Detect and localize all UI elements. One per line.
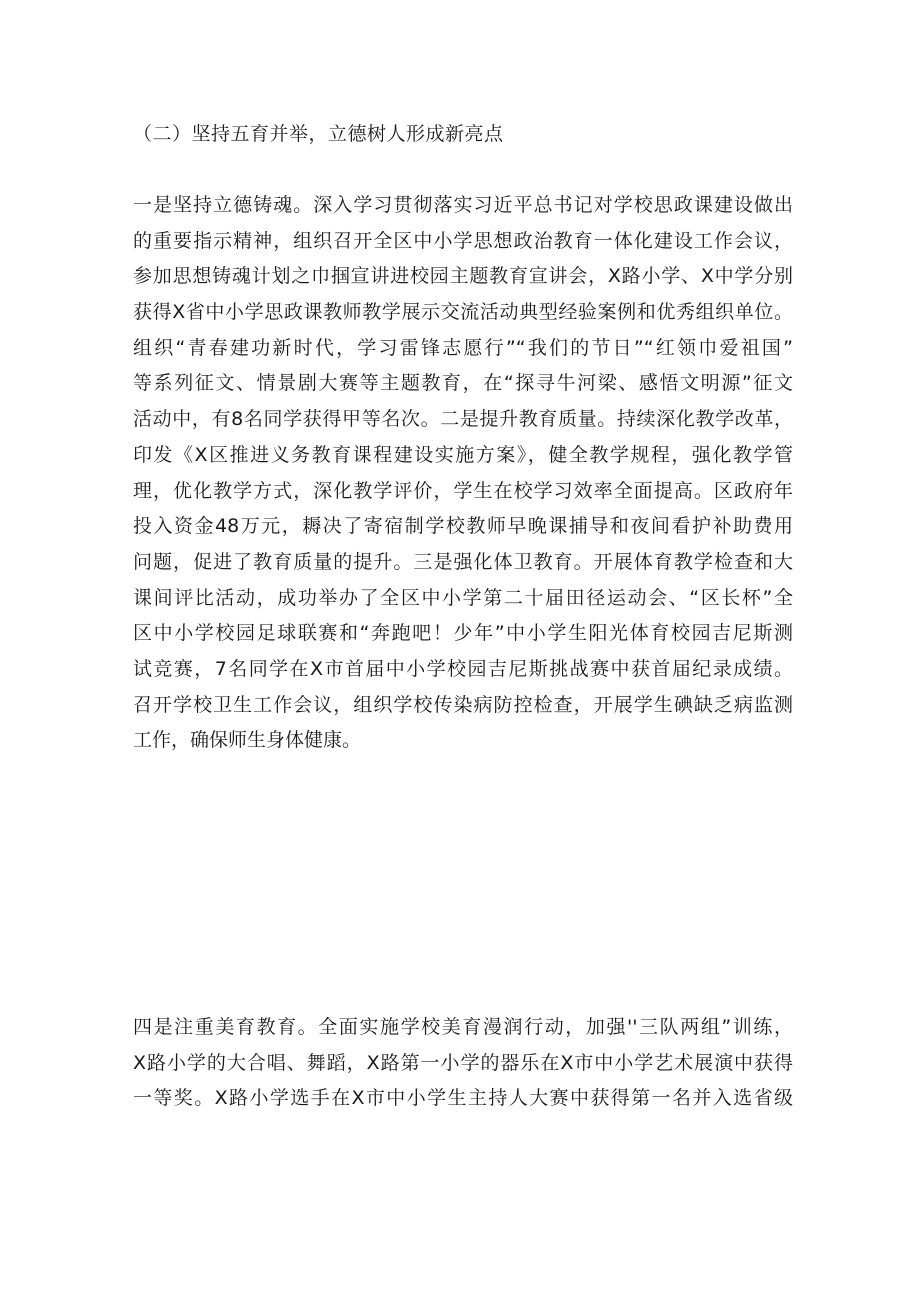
text-line: X路小学的大合唱、舞蹈，X路第一小学的器乐在X市中小学艺术展演中获得 [133,1051,793,1074]
text-line: 获得X省中小学思政课教师教学展示交流活动典型经验案例和优秀组织单位。 [133,301,793,324]
text-line: 四是注重美育教育。全面实施学校美育漫润行动，加强''三队两组”训练， [133,1016,793,1038]
paragraph-2 [133,1010,793,1117]
text-line: 投入资金48万元，耨决了寄宿制学校教师早晚课捕导和夜间看护补助费用 [133,515,793,538]
text-line: 参加思想铸魂计划之巾掴宣讲进校园主题教育宣讲会，X路小学、X中学分别 [133,265,793,288]
text-line: 问题，促进了教育质量的提升。三是强化体卫教育。开展体育教学检查和大 [133,550,793,573]
text-line: 组织“青春建功新时代，学习雷锋志愿行”“我们的节日”“红领巾爱祖国” [133,336,793,359]
text-line: 课间评比活动，成功举办了全区中小学第二十届田径运动会、“区长杯”全 [133,586,793,609]
text-line: 活动中，有8名同学获得甲等名次。二是提升教育质量。持续深化教学改革， [133,408,793,431]
text-line: 试竞赛，7名同学在X市首届中小学校园吉尼斯挑战赛中获首届纪录成绩。 [133,657,793,680]
text-line: 等系列征文、情景剧大赛等主题教育，在“探寻牛河梁、感悟文明源”征文 [133,372,793,395]
text-line: 的重要指示精神，组织召开全区中小学思想政治教育一体化建设工作会议， [133,229,793,252]
text-line: 一等奖。X路小学选手在X市中小学生主持人大赛中获得第一名并入选省级 [133,1087,793,1110]
paragraph-1 [133,188,793,759]
text-line: 一是坚持立德铸魂。深入学习贯彻落实习近平总书记对学校思政课建设做出 [133,194,793,216]
text-line: 召开学校卫生工作会议，组织学校传染病防控检查，开展学生碘缺乏病监测 [133,693,793,716]
section-heading: （二）坚持五育并举，立德树人形成新亮点 [133,123,504,145]
text-line: 区中小学校园足球联赛和“奔跑吧！少年”中小学生阳光体育校园吉尼斯测 [133,622,793,645]
text-line: 工作，确保师生身体健康。 [133,729,362,752]
text-line: 印发《X区推进义务教育课程建设实施方案》，健全教学规程，强化教学管 [133,443,793,466]
text-line: 理，优化教学方式，深化教学评价，学生在校学习效率全面提高。区政府年 [133,479,793,502]
